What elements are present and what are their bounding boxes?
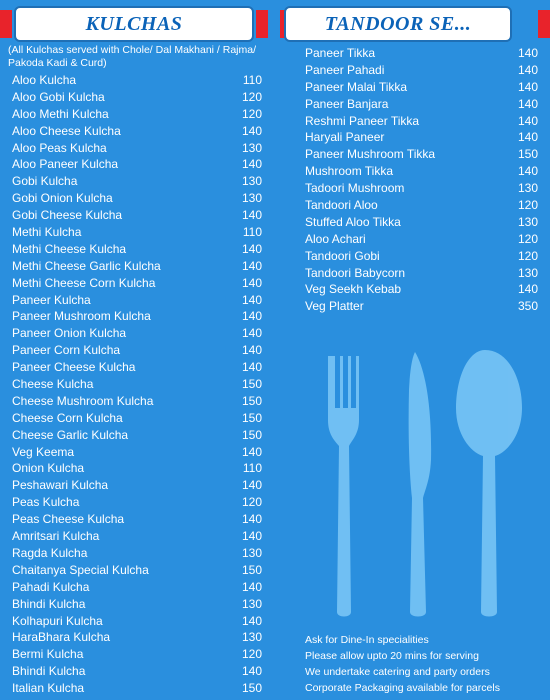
fork-knife-spoon-icon: [320, 350, 530, 620]
menu-item: [280, 129, 550, 146]
menu-item-name: Paneer Kulcha: [12, 292, 91, 307]
menu-item: [0, 579, 270, 596]
menu-item: [0, 562, 270, 579]
menu-item-price: 120: [241, 647, 262, 662]
menu-item: [280, 113, 550, 130]
menu-item: [0, 444, 270, 461]
menu-item-name: Onion Kulcha: [12, 461, 85, 476]
menu-item-name: Aloo Kulcha: [12, 73, 77, 87]
menu-item-name: Stuffed Aloo Tikka: [305, 214, 401, 229]
menu-item-name: Bhindi Kulcha: [12, 596, 86, 611]
menu-item: [280, 79, 550, 96]
menu-item: [0, 156, 270, 173]
kulchas-section: [0, 0, 270, 697]
menu-item: [0, 123, 270, 140]
menu-item-name: Peas Kulcha: [12, 495, 80, 510]
menu-item-price: 130: [517, 181, 538, 196]
menu-item: [0, 190, 270, 207]
menu-item-price: 140: [517, 113, 538, 128]
footer-line: Please allow upto 20 mins for serving: [305, 650, 479, 662]
red-stripe-right: [538, 10, 550, 38]
menu-item-price: 140: [241, 613, 262, 628]
menu-item-name: Gobi Kulcha: [12, 174, 78, 189]
menu-item: [280, 180, 550, 197]
menu-item-name: Kolhapuri Kulcha: [12, 613, 103, 628]
menu-item-name: Methi Cheese Corn Kulcha: [12, 275, 156, 290]
menu-item-price: 140: [517, 79, 538, 94]
menu-item-price: 130: [241, 191, 262, 206]
menu-item-price: 140: [241, 258, 262, 273]
menu-item-price: 120: [241, 106, 262, 121]
menu-item-name: Peas Cheese Kulcha: [12, 512, 125, 527]
menu-item-price: 130: [241, 630, 262, 645]
menu-item-price: 140: [241, 292, 262, 307]
menu-item-price: 140: [241, 241, 262, 256]
menu-item-price: 140: [517, 96, 538, 111]
menu-item-price: 130: [241, 596, 262, 611]
menu-item-name: Amritsari Kulcha: [12, 529, 100, 544]
menu-item-name: Paneer Banjara: [305, 96, 389, 111]
menu-item-price: 130: [241, 545, 262, 560]
menu-item-price: 140: [241, 343, 262, 358]
menu-item-name: Haryali Paneer: [305, 130, 385, 145]
menu-item: [0, 427, 270, 444]
menu-item: [0, 596, 270, 613]
menu-item: [0, 173, 270, 190]
menu-item-price: 110: [242, 225, 262, 240]
menu-item-name: Peshawari Kulcha: [12, 478, 109, 493]
menu-item: [0, 680, 270, 697]
menu-item: [280, 248, 550, 265]
red-stripe-right: [256, 10, 268, 38]
menu-item-price: 140: [241, 309, 262, 324]
menu-item-name: Aloo Methi Kulcha: [12, 106, 109, 121]
menu-item-price: 350: [517, 299, 538, 314]
menu-item-name: Paneer Cheese Kulcha: [12, 360, 136, 375]
spoon-icon: [456, 350, 522, 617]
menu-item-name: Veg Keema: [12, 444, 75, 459]
menu-item-name: Methi Kulcha: [12, 225, 82, 240]
menu-item-name: Italian Kulcha: [12, 681, 85, 696]
menu-item: [0, 258, 270, 275]
menu-item-name: Paneer Corn Kulcha: [12, 343, 121, 358]
menu-item-name: Paneer Tikka: [305, 46, 376, 60]
menu-item-price: 140: [241, 208, 262, 223]
menu-item-price: 140: [517, 164, 538, 179]
menu-item-price: 120: [517, 248, 538, 263]
menu-item: [280, 265, 550, 282]
menu-item: [0, 207, 270, 224]
menu-item-name: Aloo Cheese Kulcha: [12, 123, 121, 138]
menu-item-price: 140: [241, 360, 262, 375]
menu-item: [0, 494, 270, 511]
menu-item-name: Paneer Pahadi: [305, 62, 385, 77]
menu-item: [0, 613, 270, 630]
menu-item: [0, 140, 270, 157]
menu-item-name: Gobi Onion Kulcha: [12, 191, 113, 206]
menu-item-name: Tandoori Babycorn: [305, 265, 406, 280]
menu-item-name: Methi Cheese Kulcha: [12, 241, 127, 256]
menu-item-name: Tandoori Aloo: [305, 198, 378, 213]
menu-item-price: 140: [241, 157, 262, 172]
menu-item-name: Pahadi Kulcha: [12, 579, 90, 594]
menu-item-price: 140: [517, 62, 538, 77]
menu-item-price: 140: [241, 478, 262, 493]
menu-item: [280, 45, 550, 62]
kulchas-list: [0, 72, 270, 697]
tandoor-list: [280, 45, 550, 315]
menu-item-name: Cheese Corn Kulcha: [12, 410, 123, 425]
menu-item-name: Tandoori Gobi: [305, 248, 380, 263]
menu-item-name: Aloo Achari: [305, 231, 366, 246]
menu-item-price: 150: [241, 562, 262, 577]
footer-line: Corporate Packaging available for parcels: [305, 682, 500, 694]
tandoor-header: [280, 6, 550, 42]
red-stripe-left: [0, 10, 12, 38]
tandoor-section: [280, 0, 550, 700]
menu-item-price: 150: [517, 147, 538, 162]
kulchas-note: (All Kulchas served with Chole/ Dal Makhani / Rajma/ Pakoda Kadi & Curd): [8, 44, 257, 69]
menu-item-price: 150: [241, 410, 262, 425]
menu-item-name: Cheese Mushroom Kulcha: [12, 393, 154, 408]
menu-item-name: Paneer Mushroom Tikka: [305, 147, 436, 162]
menu-item: [280, 281, 550, 298]
menu-item-price: 120: [241, 89, 262, 104]
menu-item-name: Veg Platter: [305, 299, 364, 314]
menu-item: [0, 72, 270, 89]
footer-line: Ask for Dine-In specialities: [305, 634, 429, 646]
menu-item: [280, 197, 550, 214]
kulchas-title: KULCHAS: [14, 6, 254, 42]
menu-item-price: 120: [241, 495, 262, 510]
menu-item-price: 130: [241, 140, 262, 155]
menu-item: [0, 477, 270, 494]
menu-item: [280, 96, 550, 113]
menu-item-name: Cheese Garlic Kulcha: [12, 427, 129, 442]
menu-item-price: 140: [241, 512, 262, 527]
menu-item: [280, 298, 550, 315]
menu-item: [0, 224, 270, 241]
menu-item: [280, 163, 550, 180]
menu-item: [0, 376, 270, 393]
menu-item-price: 130: [517, 265, 538, 280]
menu-item: [0, 629, 270, 646]
fork-icon: [328, 356, 359, 617]
menu-item: [280, 231, 550, 248]
menu-item: [0, 663, 270, 680]
menu-item-price: 140: [517, 130, 538, 145]
menu-item: [0, 511, 270, 528]
menu-item-name: Aloo Peas Kulcha: [12, 140, 107, 155]
menu-item-name: Paneer Malai Tikka: [305, 79, 408, 94]
menu-item: [0, 528, 270, 545]
menu-item-name: Mushroom Tikka: [305, 164, 394, 179]
menu-item-price: 110: [242, 461, 262, 476]
menu-item-price: 140: [241, 664, 262, 679]
kulchas-header: [0, 6, 270, 42]
menu-item-price: 110: [242, 73, 262, 87]
menu-item: [0, 89, 270, 106]
menu-item-name: Aloo Gobi Kulcha: [12, 89, 105, 104]
menu-item-price: 140: [241, 579, 262, 594]
menu-item-price: 120: [517, 198, 538, 213]
menu-item: [0, 292, 270, 309]
footer-notes: [305, 632, 550, 696]
knife-icon: [409, 352, 431, 617]
menu-item-name: Gobi Cheese Kulcha: [12, 208, 123, 223]
tandoor-title: TANDOOR SE...: [284, 6, 512, 42]
menu-item-name: Paneer Mushroom Kulcha: [12, 309, 151, 324]
menu-item-name: Reshmi Paneer Tikka: [305, 113, 420, 128]
menu-item: [280, 62, 550, 79]
menu-item-name: Tadoori Mushroom: [305, 181, 405, 196]
menu-item: [0, 393, 270, 410]
menu-item: [0, 275, 270, 292]
menu-item-price: 140: [241, 123, 262, 138]
menu-item-price: 150: [241, 393, 262, 408]
menu-item-price: 140: [517, 46, 538, 60]
menu-item-price: 140: [241, 444, 262, 459]
menu-item-name: Veg Seekh Kebab: [305, 282, 402, 297]
menu-item-price: 130: [241, 174, 262, 189]
menu-item-name: Ragda Kulcha: [12, 545, 88, 560]
menu-item-name: HaraBhara Kulcha: [12, 630, 111, 645]
menu-item-name: Bhindi Kulcha: [12, 664, 86, 679]
menu-item: [0, 308, 270, 325]
menu-item: [0, 106, 270, 123]
menu-item-name: Aloo Paneer Kulcha: [12, 157, 119, 172]
menu-item: [0, 646, 270, 663]
menu-item: [0, 410, 270, 427]
menu-item-price: 150: [241, 427, 262, 442]
menu-item-price: 120: [517, 231, 538, 246]
menu-item: [0, 325, 270, 342]
menu-item: [280, 146, 550, 163]
menu-item: [0, 460, 270, 477]
menu-item-price: 150: [241, 681, 262, 696]
menu-item: [0, 241, 270, 258]
menu-item: [0, 359, 270, 376]
menu-item-name: Chaitanya Special Kulcha: [12, 562, 149, 577]
menu-item-price: 150: [241, 377, 262, 392]
menu-item-name: Paneer Onion Kulcha: [12, 326, 127, 341]
footer-line: We undertake catering and party orders: [305, 666, 490, 678]
menu-item: [280, 214, 550, 231]
menu-item-name: Cheese Kulcha: [12, 377, 94, 392]
menu-item-price: 130: [517, 214, 538, 229]
menu-item: [0, 342, 270, 359]
menu-item-price: 140: [517, 282, 538, 297]
menu-item-price: 140: [241, 529, 262, 544]
menu-item-price: 140: [241, 326, 262, 341]
menu-item-name: Methi Cheese Garlic Kulcha: [12, 258, 161, 273]
menu-item-price: 140: [241, 275, 262, 290]
menu-item-name: Bermi Kulcha: [12, 647, 84, 662]
menu-item: [0, 545, 270, 562]
